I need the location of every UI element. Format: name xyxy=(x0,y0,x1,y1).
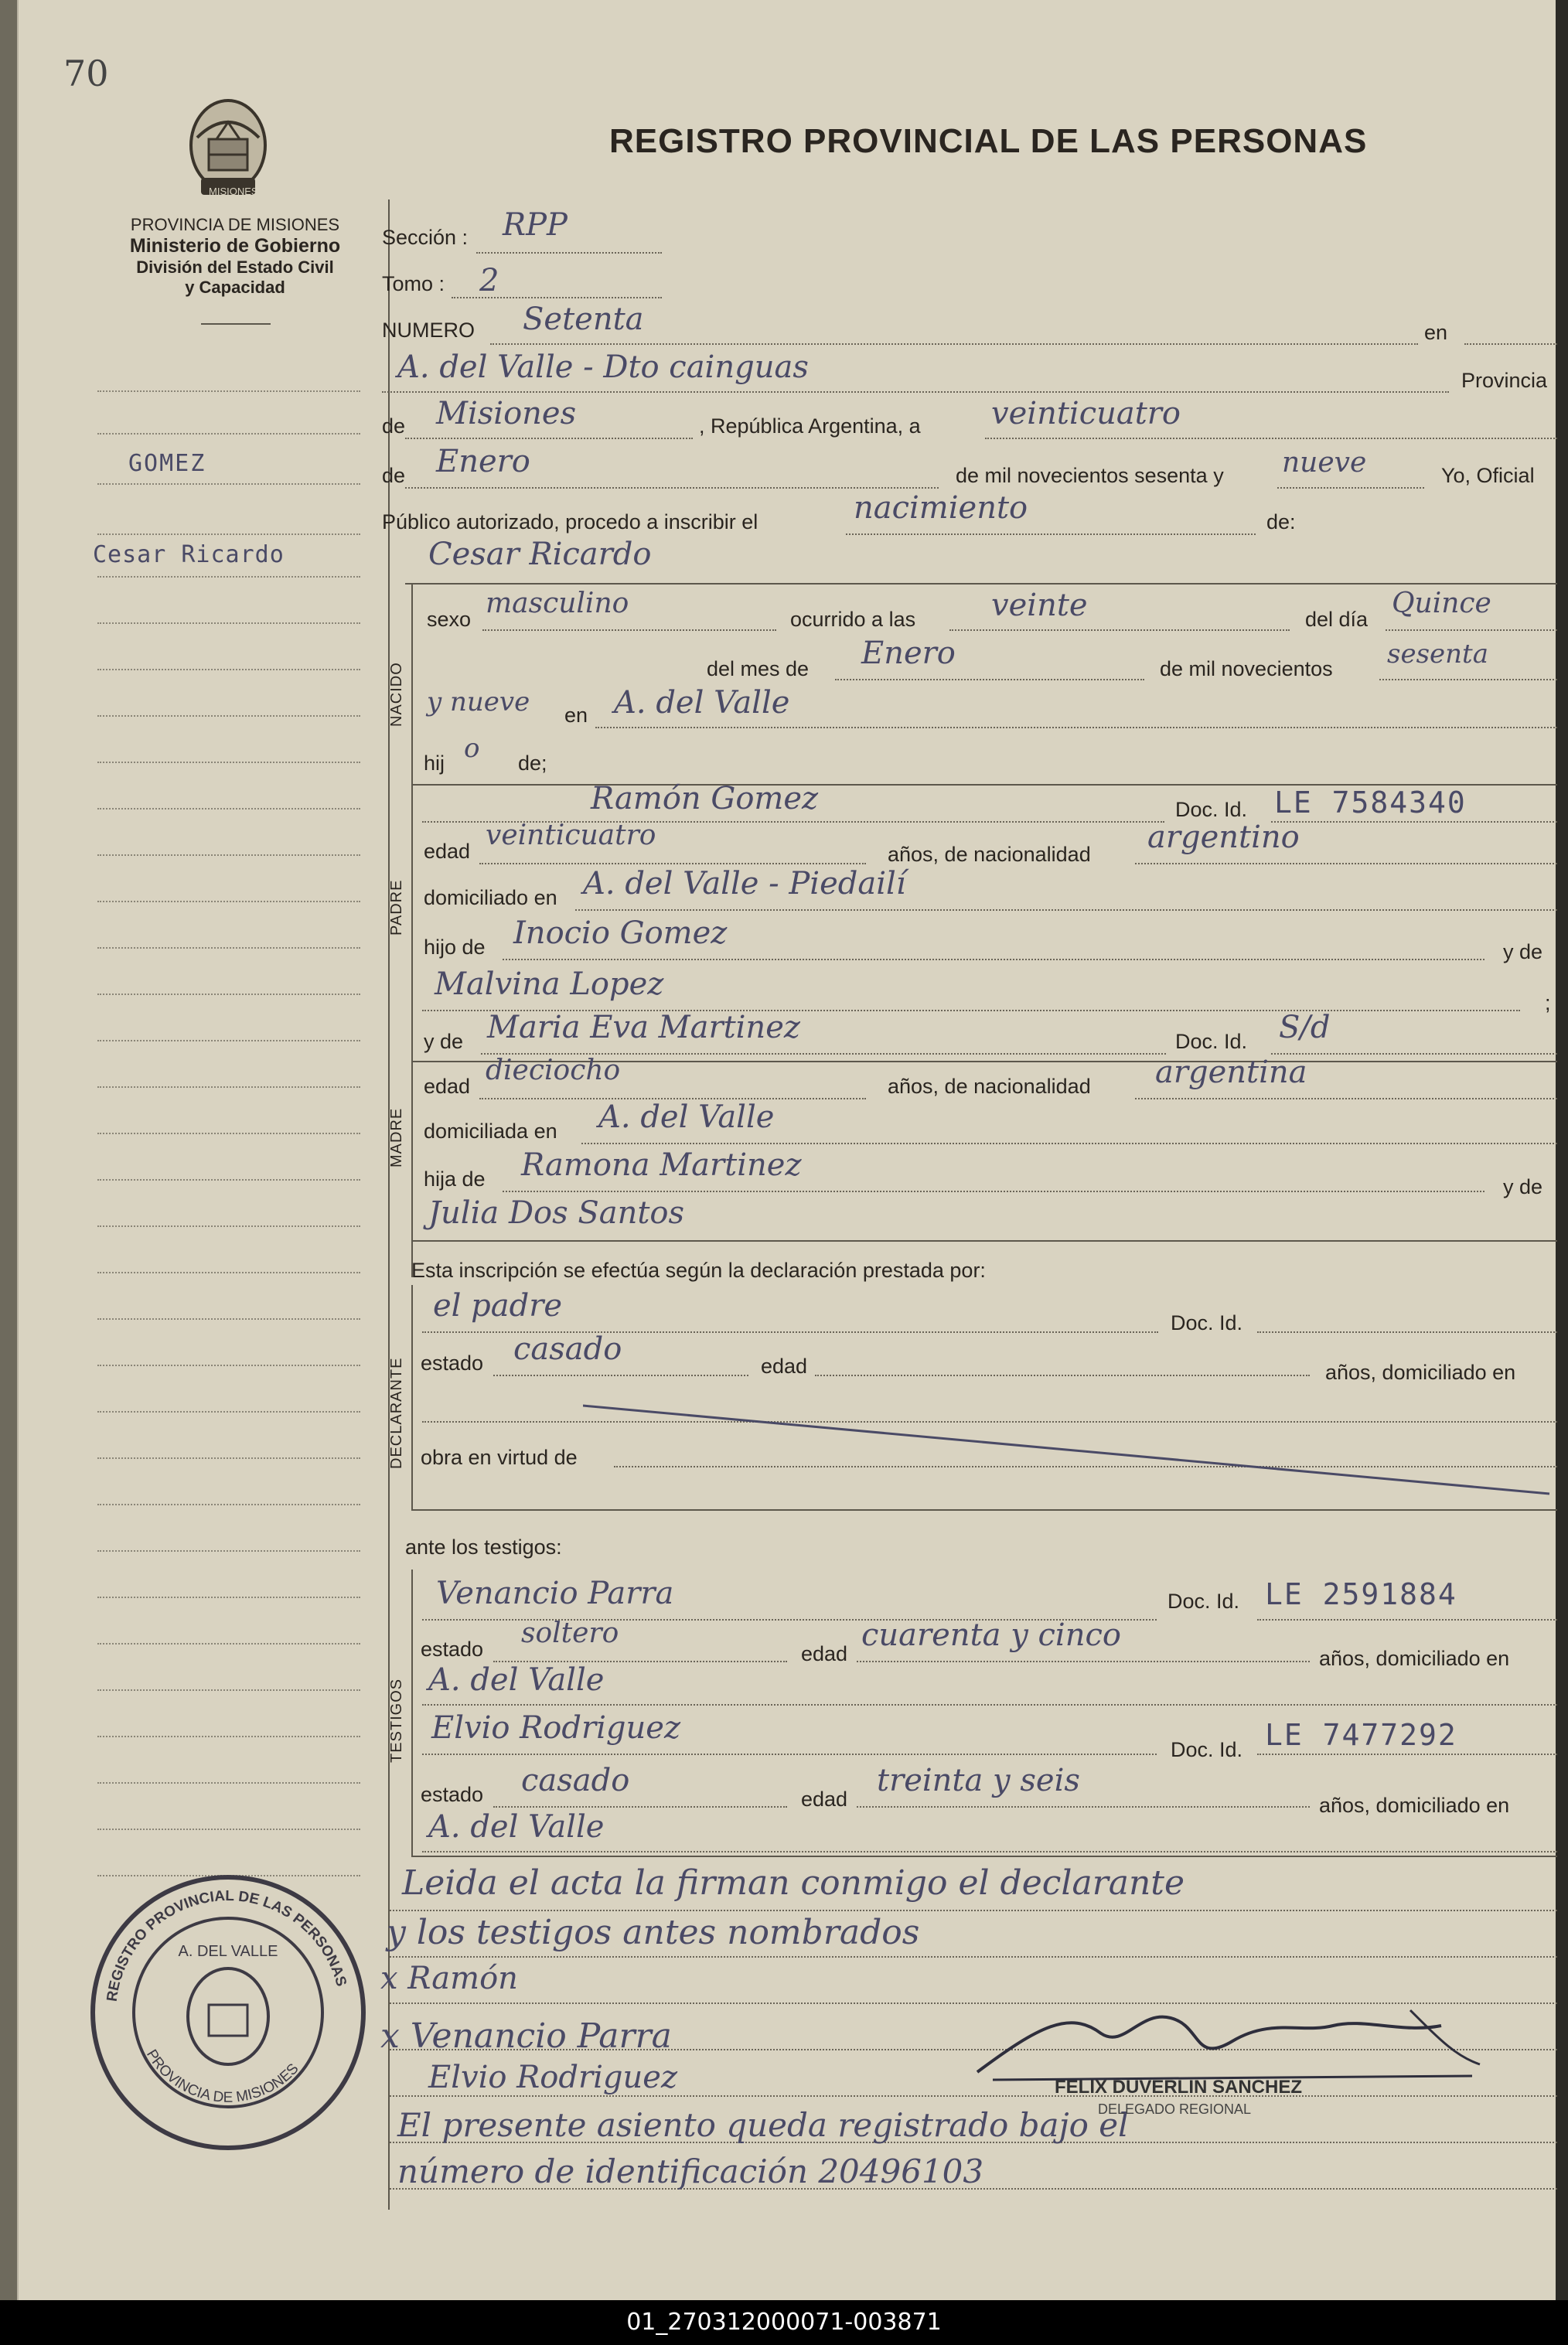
section-declarante-label: DECLARANTE xyxy=(388,1357,405,1469)
closing-text-1: Leida el acta la firman conmigo el declarante xyxy=(402,1863,1185,1903)
testigo1-dom-line xyxy=(422,1704,1557,1706)
main-column-rule xyxy=(388,199,390,2210)
de-semicolon-label: de; xyxy=(518,752,547,775)
madre-edad-value: dieciocho xyxy=(486,1055,621,1086)
margin-line xyxy=(97,994,360,995)
footer-id: 01_270312000071-003871 xyxy=(0,2300,1568,2345)
acto-line xyxy=(846,533,1256,535)
del-mes-label: del mes de xyxy=(707,657,810,680)
de-label-2: de xyxy=(382,464,406,487)
madre-doc-label: Doc. Id. xyxy=(1175,1030,1248,1053)
margin-line xyxy=(97,947,360,949)
testigo2-line xyxy=(422,1754,1157,1755)
ministry-name: Ministerio de Gobierno xyxy=(129,235,341,257)
margin-line xyxy=(97,1411,360,1413)
declarante-edad-line xyxy=(815,1375,1310,1376)
margin-line xyxy=(97,1643,360,1645)
sexo-label: sexo xyxy=(427,608,472,631)
section-padre-label: PADRE xyxy=(388,879,405,936)
en-line xyxy=(1464,343,1557,345)
document-title: REGISTRO PROVINCIAL DE LAS PERSONAS xyxy=(609,122,1368,160)
seccion-label: Sección : xyxy=(382,226,469,249)
lugar-line xyxy=(382,391,1449,393)
margin-line xyxy=(97,533,360,535)
testigo1-doc-label: Doc. Id. xyxy=(1167,1590,1240,1613)
margin-line xyxy=(97,715,360,717)
margin-line xyxy=(97,1550,360,1552)
testigo2-edad-label: edad xyxy=(801,1788,848,1811)
emblem-label: MISIONES xyxy=(209,186,258,197)
padre-doc-label: Doc. Id. xyxy=(1175,798,1248,821)
testigo2-estado-line xyxy=(493,1806,787,1808)
closing-line xyxy=(390,2095,1557,2097)
section-rule xyxy=(405,583,1557,585)
ano-nac-line xyxy=(1379,679,1557,680)
en-nac-label: en xyxy=(564,704,588,727)
seal-outer-text: REGISTRO PROVINCIAL DE LAS PERSONAS xyxy=(104,1887,349,2003)
declarante-doc-line xyxy=(1257,1331,1557,1333)
margin-line xyxy=(97,1736,360,1737)
madre-rule xyxy=(411,1014,413,1277)
registry-seal-icon xyxy=(85,1870,371,2156)
closing-text-2: y los testigos antes nombrados xyxy=(387,1913,920,1952)
madre-nac-value: argentina xyxy=(1155,1055,1307,1090)
en-label: en xyxy=(1424,321,1448,344)
madre-nac-line xyxy=(1135,1098,1557,1099)
testigo2-doc-value: LE 7477292 xyxy=(1265,1718,1457,1752)
margin-line xyxy=(97,433,360,435)
madre-hija-de-label: hija de xyxy=(424,1167,486,1191)
section-rule xyxy=(411,1856,1557,1857)
mes-nac-line xyxy=(835,679,1144,680)
strike-through-line xyxy=(583,1399,1557,1500)
testigo1-edad-line xyxy=(857,1661,1310,1662)
note-text-2: número de identificación 20496103 xyxy=(397,2152,984,2190)
de-mil-label: de mil novecientos sesenta y xyxy=(956,464,1224,487)
seccion-line xyxy=(476,252,662,254)
de-label: de xyxy=(382,414,406,438)
provincia-de-value: Misiones xyxy=(436,396,577,431)
margin-line xyxy=(97,1782,360,1784)
padre-dom-value: A. del Valle - Piedailí xyxy=(583,866,906,902)
padre-hijo-de-label: hijo de xyxy=(424,936,486,959)
fecha-dia-value: veinticuatro xyxy=(991,396,1181,431)
padre-madre-value: Malvina Lopez xyxy=(435,966,664,1002)
lugar-nac-line xyxy=(595,727,1557,728)
padre-padre-value: Inocio Gomez xyxy=(513,915,728,951)
hora-line xyxy=(949,629,1290,631)
official-name: FELIX DUVERLIN SANCHEZ xyxy=(1055,2077,1303,2098)
numero-label: NUMERO xyxy=(382,319,475,342)
ministry-capacity: y Capacidad xyxy=(185,278,285,297)
padre-edad-line xyxy=(479,863,866,864)
mes-line xyxy=(405,487,939,489)
margin-line xyxy=(97,808,360,810)
closing-line xyxy=(390,1910,1557,1911)
padre-y-de-label: y de xyxy=(1503,940,1543,963)
padre-edad-value: veinticuatro xyxy=(486,820,656,851)
dia-line xyxy=(1386,629,1557,631)
page-number: 70 xyxy=(63,53,109,94)
declarante-edad-label: edad xyxy=(761,1355,808,1378)
signature-2: x Venancio Parra xyxy=(380,2016,672,2056)
testigo1-doc-line xyxy=(1257,1619,1557,1621)
padre-dom-label: domiciliado en xyxy=(424,886,557,909)
numero-value: Setenta xyxy=(523,302,644,337)
ocurrido-label: ocurrido a las xyxy=(790,608,916,631)
madre-dom-line xyxy=(581,1143,1557,1144)
testigo1-dom-value: A. del Valle xyxy=(428,1662,605,1698)
de-mil-nov-label: de mil novecientos xyxy=(1160,657,1333,680)
fecha-dia-line xyxy=(985,438,1557,439)
madre-doc-line xyxy=(1271,1053,1557,1055)
margin-line xyxy=(97,762,360,763)
ano-line xyxy=(1277,487,1424,489)
ministry-province: PROVINCIA DE MISIONES xyxy=(130,215,340,234)
madre-padre-line xyxy=(503,1191,1484,1192)
margin-line xyxy=(97,1365,360,1366)
declarante-estado-value: casado xyxy=(513,1331,622,1367)
margin-line xyxy=(97,669,360,670)
hij-label: hij xyxy=(424,752,445,775)
testigo1-value: Venancio Parra xyxy=(436,1576,674,1611)
dia-value: Quince xyxy=(1392,588,1491,619)
margin-given-names: Cesar Ricardo xyxy=(93,541,285,568)
margin-line xyxy=(97,1597,360,1598)
nombre-value: Cesar Ricardo xyxy=(428,537,652,572)
tomo-value: 2 xyxy=(479,263,499,298)
padre-rule xyxy=(411,784,413,1047)
official-role: DELEGADO REGIONAL xyxy=(1098,2101,1252,2117)
margin-line xyxy=(97,1179,360,1181)
margin-line xyxy=(97,1504,360,1505)
signature-3: Elvio Rodriguez xyxy=(428,2060,678,2095)
padre-dom-line xyxy=(575,909,1557,911)
madre-y-de-label-2: y de xyxy=(1503,1175,1543,1198)
republica-label: , República Argentina, a xyxy=(699,414,921,438)
mes-nac-value: Enero xyxy=(861,636,956,671)
margin-line xyxy=(97,1829,360,1830)
testigo2-edad-line xyxy=(857,1806,1310,1808)
sexo-line xyxy=(482,629,776,631)
declarante-value: el padre xyxy=(433,1288,563,1324)
testigo2-anos-label: años, domiciliado en xyxy=(1319,1794,1510,1817)
sexo-value: masculino xyxy=(486,588,629,619)
signature-1: x Ramón xyxy=(380,1961,518,1996)
ano-value: nueve xyxy=(1282,447,1367,479)
testigo1-doc-value: LE 2591884 xyxy=(1265,1577,1457,1611)
section-rule xyxy=(411,1509,1557,1511)
seal-inner-text: A. DEL VALLE xyxy=(178,1943,278,1960)
testigos-rule xyxy=(411,1570,413,1856)
obra-label: obra en virtud de xyxy=(421,1446,578,1469)
padre-nac-label: años, de nacionalidad xyxy=(888,843,1091,866)
lugar-nac-value: A. del Valle xyxy=(614,685,790,721)
del-dia-label: del día xyxy=(1305,608,1369,631)
testigo2-doc-label: Doc. Id. xyxy=(1171,1738,1243,1761)
seccion-value: RPP xyxy=(503,207,568,243)
madre-madre-value: Julia Dos Santos xyxy=(428,1195,685,1231)
margin-line xyxy=(97,483,360,485)
padre-nombre-value: Ramón Gomez xyxy=(591,781,819,816)
margin-surname: GOMEZ xyxy=(128,450,206,477)
testigo2-dom-value: A. del Valle xyxy=(428,1809,605,1845)
padre-edad-label: edad xyxy=(424,840,471,863)
margin-line xyxy=(97,1689,360,1691)
padre-semicolon: ; xyxy=(1545,991,1551,1014)
testigo2-estado-label: estado xyxy=(421,1783,484,1806)
madre-dom-label: domiciliada en xyxy=(424,1120,557,1143)
madre-dom-value: A. del Valle xyxy=(598,1099,775,1135)
ministry-header xyxy=(88,215,382,298)
provincia-label: Provincia xyxy=(1461,369,1548,392)
section-madre-label: MADRE xyxy=(388,1107,405,1167)
document-page xyxy=(17,0,1556,2300)
margin-line xyxy=(97,1086,360,1088)
madre-nac-label: años, de nacionalidad xyxy=(888,1075,1091,1098)
section-rule xyxy=(411,1240,1557,1242)
margin-line xyxy=(97,1272,360,1273)
padre-nac-line xyxy=(1135,863,1557,864)
madre-y-de-label: y de xyxy=(424,1030,464,1053)
declarante-rule xyxy=(411,1285,413,1509)
hora-value: veinte xyxy=(991,588,1088,623)
testigo1-estado-value: soltero xyxy=(521,1617,619,1649)
section-nacido-label: NACIDO xyxy=(388,662,405,727)
ano-nac-value-1: sesenta xyxy=(1387,639,1488,670)
ante-label: ante los testigos: xyxy=(405,1535,562,1559)
testigo2-estado-value: casado xyxy=(521,1763,630,1798)
margin-line xyxy=(97,901,360,902)
tomo-label: Tomo : xyxy=(382,272,445,295)
madre-doc-value: S/d xyxy=(1279,1010,1331,1045)
declarante-estado-line xyxy=(493,1375,748,1376)
margin-line xyxy=(97,1318,360,1320)
declarante-anos-label: años, domiciliado en xyxy=(1325,1361,1516,1384)
margin-line xyxy=(97,854,360,856)
padre-doc-value: LE 7584340 xyxy=(1274,786,1467,820)
de-colon-label: de: xyxy=(1266,510,1296,533)
ministry-underline xyxy=(201,323,271,325)
yo-oficial-label: Yo, Oficial xyxy=(1441,464,1535,487)
hijo-suffix-value: o xyxy=(464,733,480,764)
margin-line xyxy=(97,1133,360,1134)
testigo1-edad-label: edad xyxy=(801,1642,848,1665)
testigo2-doc-line xyxy=(1257,1754,1557,1755)
seal-lower-text: PROVINCIA DE MISIONES xyxy=(142,2047,302,2106)
section-testigos-label: TESTIGOS xyxy=(388,1678,405,1763)
testigo1-edad-value: cuarenta y cinco xyxy=(861,1617,1121,1653)
margin-line xyxy=(97,390,360,392)
nacido-rule xyxy=(411,583,413,784)
margin-line xyxy=(97,1225,360,1227)
madre-nombre-value: Maria Eva Martinez xyxy=(487,1010,800,1045)
padre-nac-value: argentino xyxy=(1147,820,1300,855)
padre-doc-line xyxy=(1271,821,1557,823)
margin-line xyxy=(97,1457,360,1459)
lugar-value: A. del Valle - Dto cainguas xyxy=(397,349,809,385)
margin-line xyxy=(97,576,360,578)
testigo2-value: Elvio Rodriguez xyxy=(431,1710,681,1746)
numero-line xyxy=(490,343,1418,345)
provincia-de-line xyxy=(405,438,693,439)
ano-nac-value-2: y nueve xyxy=(427,687,530,717)
acto-value: nacimiento xyxy=(854,490,1028,526)
madre-edad-label: edad xyxy=(424,1075,471,1098)
testigo2-edad-value: treinta y seis xyxy=(877,1763,1080,1798)
publico-label: Público autorizado, procedo a inscribir el xyxy=(382,510,758,533)
padre-padre-line xyxy=(503,959,1484,960)
ministry-division: División del Estado Civil xyxy=(136,257,334,277)
madre-padre-value: Ramona Martinez xyxy=(521,1147,802,1183)
mes-value: Enero xyxy=(436,444,530,479)
testigo1-anos-label: años, domiciliado en xyxy=(1319,1647,1510,1670)
margin-line xyxy=(97,1040,360,1041)
margin-line xyxy=(97,622,360,624)
declarante-doc-label: Doc. Id. xyxy=(1171,1311,1243,1334)
testigo1-estado-label: estado xyxy=(421,1638,484,1661)
note-text-1: El presente asiento queda registrado bajo el xyxy=(397,2106,1129,2144)
testigo2-dom-line xyxy=(422,1851,1557,1852)
declarante-estado-label: estado xyxy=(421,1351,484,1375)
inscripcion-label: Esta inscripción se efectúa según la declaración prestada por: xyxy=(411,1259,986,1282)
closing-line xyxy=(390,1956,1557,1958)
